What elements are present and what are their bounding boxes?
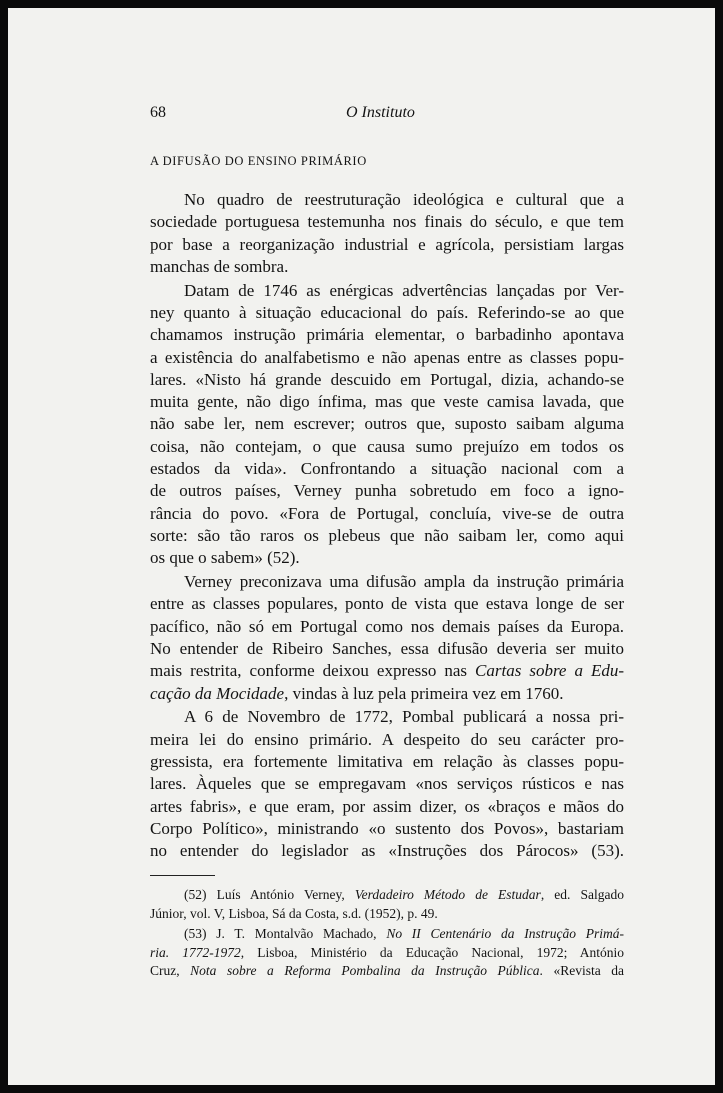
text-line: No quadro de reestruturação ideológica e cultural que a <box>184 190 624 209</box>
text-line: lares. Àqueles que se empregavam «nos serviços rústicos e nas <box>150 774 624 794</box>
text-line: os que o sabem» (52). <box>150 548 300 568</box>
footnote-53 <box>150 925 624 981</box>
journal-title: O Instituto <box>346 104 415 121</box>
text-line: manchas de sombra. <box>150 256 289 276</box>
text-segment: , ed. Salgado <box>540 887 624 902</box>
book-title-cartas: Cartas sobre a Edu- <box>475 661 624 681</box>
paragraph-1 <box>150 189 624 278</box>
text-line: a existência do analfabetismo e não apenas entre as classes popu- <box>150 347 624 367</box>
text-line: rância do povo. «Fora de Portugal, concluía, vive-se de outra <box>150 503 624 523</box>
text-line: entre as classes populares, ponto de vista que estava longe de ser <box>150 594 624 614</box>
text-line: no entender do legislador as «Instruções dos Párocos» (53). <box>150 841 624 861</box>
text-line: lares. «Nisto há grande descuido em Portugal, dizia, achando-se <box>150 369 624 389</box>
text-line <box>150 660 624 682</box>
footnote-52 <box>150 886 624 923</box>
text-line: pacífico, não só em Portugal como nos demais países da Europa. <box>150 616 624 636</box>
text-line: A 6 de Novembro de 1772, Pombal publicará a nossa pri- <box>184 707 624 727</box>
text-line: não sabe ler, nem escrever; outros que, suposto saibam alguma <box>150 414 624 434</box>
cited-title: No II Centenário da Instrução Primá- <box>386 926 625 941</box>
footnote-divider <box>150 875 215 876</box>
paragraph-2 <box>150 280 624 570</box>
book-title-cartas-cont: cação da Mocidade <box>150 683 285 703</box>
cited-title: Verdadeiro Método de Estudar <box>354 887 541 902</box>
text-line: No entender de Ribeiro Sanches, essa difusão deveria ser muito <box>150 638 624 658</box>
text-segment: , vindas à luz pela primeira vez em 1760. <box>284 683 564 703</box>
text-segment: . «Revista da <box>539 963 624 978</box>
text-segment: mais restrita, conforme deixou expresso nas <box>150 661 468 681</box>
text-line: de outros países, Verney punha sobretudo em foco a igno- <box>150 481 624 501</box>
text-line: sociedade portuguesa testemunha nos finais do século, e que tem <box>150 212 624 232</box>
text-line: Datam de 1746 as enérgicas advertências lançadas por Ver- <box>184 280 624 300</box>
text-line: artes fabris», e que eram, por assim dizer, os «braços e mãos do <box>150 796 624 816</box>
document-page <box>8 8 715 1085</box>
text-line: Júnior, vol. V, Lisboa, Sá da Costa, s.d. (1952), p. 49. <box>150 905 438 921</box>
text-line: sorte: são tão raros os plebeus que não saibam ler, como aqui <box>150 525 624 545</box>
text-line <box>150 962 624 981</box>
text-line: estados da vida». Confrontando a situação nacional com a <box>150 459 624 479</box>
text-segment: (52) Luís António Verney, <box>184 887 355 902</box>
text-line <box>150 886 624 905</box>
section-title: A DIFUSÃO DO ENSINO PRIMÁRIO <box>150 154 367 168</box>
paragraph-4 <box>150 706 624 862</box>
text-line: meira lei do ensino primário. A despeito do seu carácter pro- <box>150 729 624 749</box>
footnotes <box>150 886 624 983</box>
body-text <box>150 189 624 864</box>
text-line: gressista, era fortemente limitativa em relação às classes popu- <box>150 751 624 771</box>
text-segment: , Lisboa, Ministério da Educação Nacional, 1972; António <box>240 944 624 960</box>
text-line: coisa, não contejam, o que causa sumo prejuízo em todos os <box>150 436 624 456</box>
page-number: 68 <box>150 104 166 121</box>
text-segment: Cruz, <box>150 963 191 978</box>
cited-title: ria. 1772-1972 <box>150 944 241 960</box>
text-line: chamamos instrução primária elementar, o barbadinho apontava <box>150 325 624 345</box>
text-line <box>150 683 624 705</box>
paragraph-3 <box>150 571 624 705</box>
text-line: Corpo Político», ministrando «o sustento dos Povos», bastariam <box>150 818 624 838</box>
text-line: muita gente, não digo ínfima, mas que veste camisa lavada, que <box>150 392 624 412</box>
text-line <box>150 944 624 963</box>
text-line <box>150 925 624 944</box>
text-segment: (53) J. T. Montalvão Machado, <box>184 926 387 941</box>
text-line: por base a reorganização industrial e agrícola, persistiam largas <box>150 234 624 254</box>
cited-title: Nota sobre a Reforma Pombalina da Instrução Pública <box>190 963 540 978</box>
text-line: Verney preconizava uma difusão ampla da instrução primária <box>184 572 624 592</box>
running-header <box>150 104 624 128</box>
text-line: ney quanto à situação educacional do país. Referindo-se ao que <box>150 302 624 322</box>
